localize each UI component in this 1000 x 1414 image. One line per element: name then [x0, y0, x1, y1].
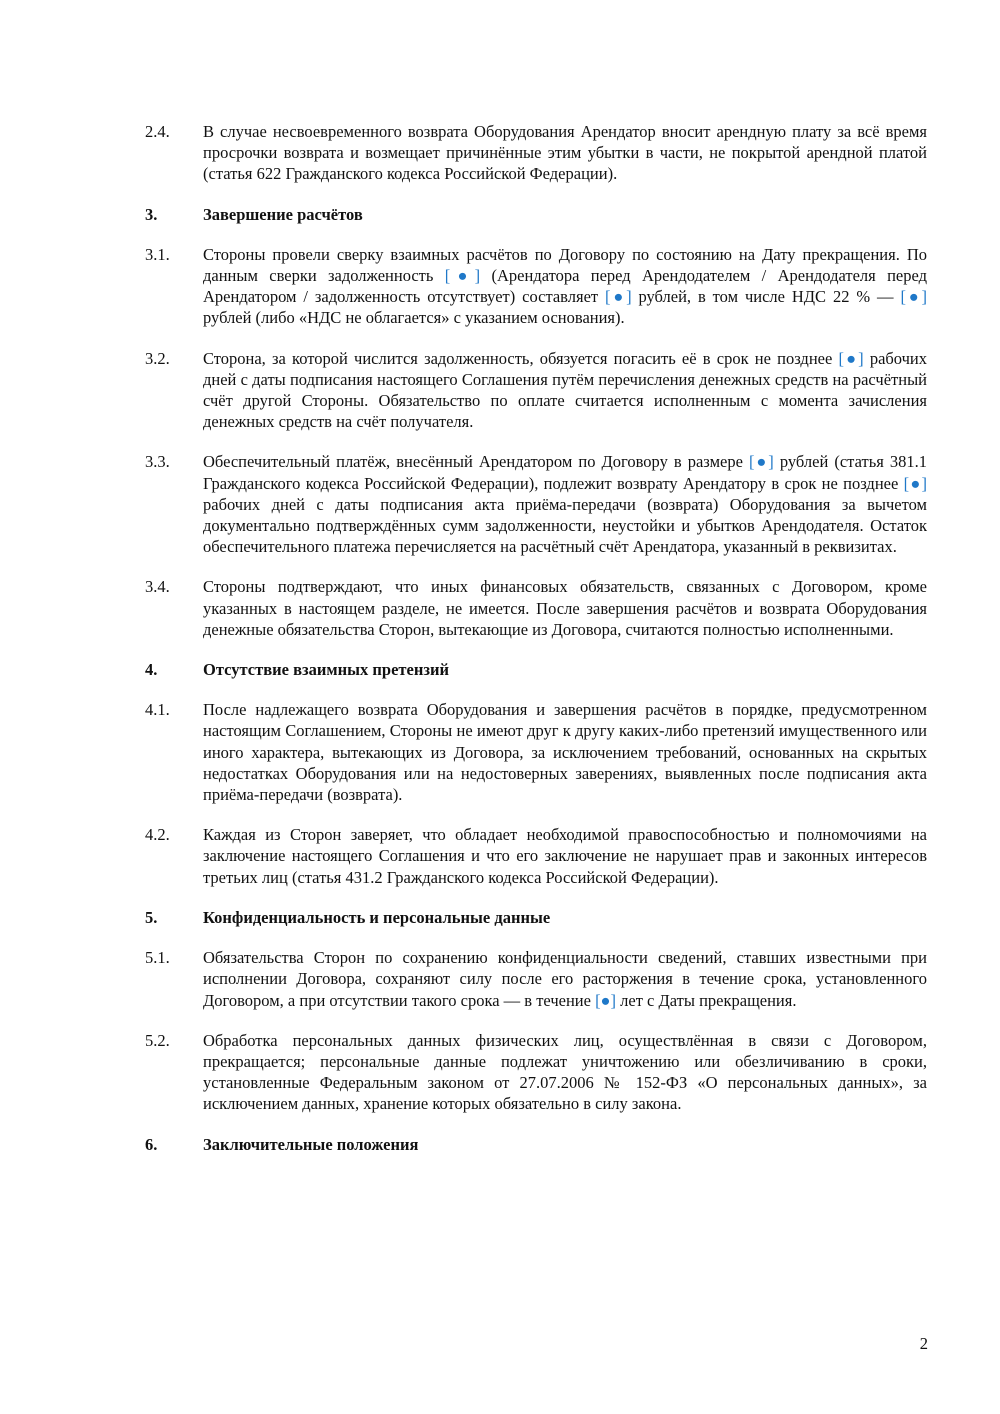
clause-text: В случае несвоевременного возврата Оборудования Арендатор вносит арендную плату за всё время просрочки возврата и возмещает причинённые этим убытки в части, не покрытой арендной платой (статья 622 Гражданского кодекса Российской Федерации).: [203, 122, 927, 184]
placeholder-marker: [●]: [748, 452, 774, 472]
clause-number: 3.4.: [145, 577, 170, 597]
clause-text-part: Стороны провели сверку взаимных расчётов по Договору по состоянию на Дату прекращения. По данным сверки задолженность: [203, 244, 927, 286]
clause-4-1: [145, 699, 927, 805]
clause-3-1: [145, 244, 927, 329]
page-number: 2: [919, 1334, 928, 1353]
section-number: 5.: [145, 907, 158, 927]
placeholder-marker: [●]: [595, 990, 617, 1010]
clause-number: 5.2.: [145, 1030, 170, 1050]
clause-text-part: рабочих дней с даты подписания настоящего Соглашения путём перечисления денежных средств на расчётный счёт другой Стороны. Обязательство по оплате считается исполненным с момента зачисления денежных средств на счёт получателя.: [203, 348, 927, 432]
clause-text: [203, 947, 927, 1011]
section-number: 4.: [145, 660, 158, 680]
clause-text-part: лет с Даты прекращения.: [616, 990, 797, 1010]
clause-text-part: Сторона, за которой числится задолженность, обязуется погасить её в срок не позднее: [203, 348, 839, 368]
clause-number: 3.3.: [145, 452, 170, 472]
clause-text: После надлежащего возврата Оборудования и завершения расчётов в порядке, предусмотренном настоящим Соглашением, Стороны не имеют друг к другу каких-либо претензий имущественного или иного характера, вытекающих из Договора, за исключением требований, основанных на скрытых недостатках Оборудования или на недостоверных заверениях, выявленных после подписания акта приёма-передачи (возврата).: [203, 700, 927, 805]
clause-text: [203, 244, 927, 329]
clause-text-part: рублей (либо «НДС не облагается» с указанием основания).: [203, 308, 625, 328]
clause-number: 4.2.: [145, 825, 170, 845]
clause-text-part: Обязательства Сторон по сохранению конфиденциальности сведений, ставших известными при исполнении Договора, сохраняют силу после его расторжения в течение срока, установленного Договором, а при отсутствии такого срока — в течение: [203, 948, 927, 1010]
clause-5-1: [145, 947, 927, 1011]
placeholder-marker: [●]: [838, 348, 864, 368]
clause-number: 4.1.: [145, 700, 170, 720]
clause-text: Каждая из Сторон заверяет, что обладает необходимой правоспособностью и полномочиями на заключение настоящего Соглашения и что его заключение не нарушает прав и законных интересов третьих лиц (статья 431.2 Гражданского кодекса Российской Федерации).: [203, 825, 927, 887]
placeholder-marker: [●]: [444, 266, 481, 286]
clause-text: Обработка персональных данных физических лиц, осуществлённая в связи с Договором, прекращается; персональные данные подлежат уничтожению или обезличиванию в сроки, установленные Федеральным законом от 27.07.2006 № 152-ФЗ «О персональных данных», за исключением данных, хранение которых обязательно в силу закона.: [203, 1030, 927, 1114]
section-number: 6.: [145, 1134, 158, 1154]
clause-text: Стороны подтверждают, что иных финансовых обязательств, связанных с Договором, кроме указанных в настоящем разделе, не имеется. После завершения расчётов и возврата Оборудования денежные обязательства Сторон, вытекающие из Договора, считаются полностью исполненными.: [203, 577, 927, 639]
section-heading-5: [145, 907, 927, 928]
clause-5-2: [145, 1030, 927, 1115]
clause-number: 3.2.: [145, 348, 170, 368]
placeholder-marker: [●]: [903, 473, 927, 493]
section-heading-6: [145, 1134, 927, 1155]
clause-4-2: [145, 824, 927, 888]
clause-text-part: рабочих дней с даты подписания акта приёма-передачи (возврата) Оборудования за вычетом документально подтверждённых сумм задолженности, неустойки и убытков Арендодателя. Остаток обеспечительного платежа перечисляется на расчётный счёт Арендатора, указанный в реквизитах.: [203, 494, 927, 557]
section-title: Завершение расчётов: [203, 204, 363, 224]
clause-3-2: [145, 348, 927, 433]
section-title: Заключительные положения: [203, 1134, 419, 1154]
placeholder-marker: [●]: [605, 287, 632, 307]
section-heading-3: [145, 204, 927, 225]
section-title: Конфиденциальность и персональные данные: [203, 907, 551, 927]
clause-text-part: Обеспечительный платёж, внесённый Арендатором по Договору в размере: [203, 452, 749, 472]
clause-3-3: [145, 451, 927, 557]
section-number: 3.: [145, 204, 158, 224]
clause-text: [203, 348, 927, 433]
section-title: Отсутствие взаимных претензий: [203, 660, 449, 680]
clause-number: 3.1.: [145, 244, 170, 264]
clause-text-part: (Арендатора перед Арендодателем / Арендодателя перед Арендатором / задолженность отсутствует) составляет: [203, 266, 927, 307]
clause-2-4: [145, 121, 927, 185]
section-heading-4: [145, 659, 927, 680]
clause-number: 2.4.: [145, 122, 170, 141]
document-page: [145, 121, 927, 1174]
clause-3-4: [145, 576, 927, 640]
clause-text-part: рублей (статья 381.1 Гражданского кодекса Российской Федерации), подлежит возврату Арендатору в срок не позднее: [203, 452, 927, 493]
clause-text-part: рублей, в том числе НДС 22 % —: [631, 287, 901, 307]
clause-text: [203, 451, 927, 557]
placeholder-marker: [●]: [900, 287, 927, 307]
clause-number: 5.1.: [145, 948, 170, 968]
